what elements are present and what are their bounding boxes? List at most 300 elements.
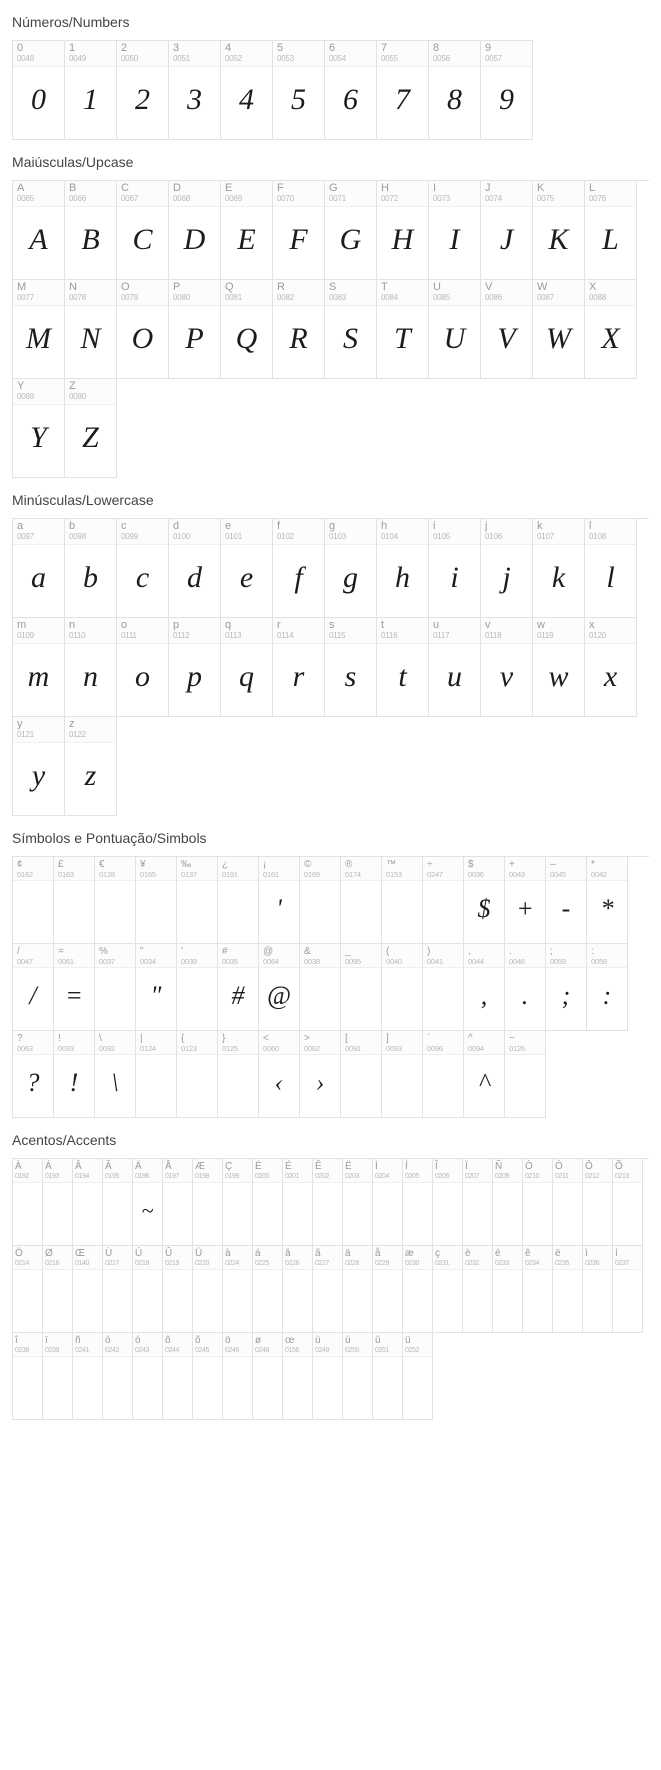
glyph-cell[interactable] <box>403 1159 433 1246</box>
glyph-cell-header <box>218 1031 258 1055</box>
glyph-preview: 1 <box>83 83 98 116</box>
glyph-cell[interactable] <box>13 519 65 618</box>
glyph-cell[interactable] <box>136 857 177 944</box>
glyph-cell[interactable] <box>587 857 628 944</box>
glyph-preview: * <box>600 894 614 923</box>
glyph-cell[interactable] <box>325 519 377 618</box>
glyph-cell[interactable] <box>65 379 117 478</box>
glyph-cell-header <box>169 41 220 67</box>
glyph-cell[interactable] <box>54 857 95 944</box>
glyph-char-label: ñ <box>75 1335 81 1346</box>
glyph-cell-header <box>403 1333 432 1357</box>
glyph-cell[interactable] <box>65 519 117 618</box>
glyph-char-code: 0236 <box>585 1260 599 1267</box>
glyph-char-label: H <box>381 182 389 194</box>
glyph-cell[interactable] <box>103 1246 133 1333</box>
glyph-cell[interactable] <box>481 280 533 379</box>
glyph-cell[interactable] <box>13 1246 43 1333</box>
glyph-preview: a <box>31 561 46 594</box>
glyph-cell[interactable] <box>177 857 218 944</box>
glyph-cell-header <box>481 41 532 67</box>
glyph-cell[interactable] <box>553 1159 583 1246</box>
glyph-cell[interactable] <box>117 618 169 717</box>
glyph-cell[interactable] <box>163 1333 193 1420</box>
glyph-cell[interactable] <box>481 181 533 280</box>
glyph-char-label: d <box>173 520 180 532</box>
glyph-preview <box>523 1183 552 1245</box>
glyph-char-label: T <box>381 281 388 293</box>
glyph-cell[interactable] <box>273 519 325 618</box>
glyph-cell[interactable] <box>533 519 585 618</box>
glyph-char-label: O <box>121 281 130 293</box>
glyph-cell-header <box>221 519 272 545</box>
glyph-cell[interactable] <box>95 857 136 944</box>
glyph-char-code: 0125 <box>222 1044 238 1053</box>
glyph-cell[interactable] <box>325 181 377 280</box>
glyph-cell[interactable] <box>117 280 169 379</box>
glyph-cell-header <box>505 944 545 968</box>
glyph-char-code: 0140 <box>75 1260 89 1267</box>
glyph-cell[interactable] <box>373 1159 403 1246</box>
glyph-cell[interactable] <box>13 1333 43 1420</box>
glyph-cell[interactable] <box>221 519 273 618</box>
glyph-cell-header <box>193 1159 222 1183</box>
glyph-char-label: â <box>285 1248 291 1259</box>
glyph-cell-header <box>13 857 53 881</box>
glyph-preview <box>163 1183 192 1245</box>
glyph-char-code: 0121 <box>17 730 34 739</box>
glyph-cell[interactable] <box>325 280 377 379</box>
glyph-preview <box>283 1183 312 1245</box>
glyph-cell-header <box>221 618 272 644</box>
glyph-char-code: 0225 <box>255 1260 269 1267</box>
glyph-cell[interactable] <box>163 1246 193 1333</box>
glyph-preview: J <box>499 223 514 256</box>
glyph-cell[interactable] <box>103 1159 133 1246</box>
glyph-cell[interactable] <box>423 857 464 944</box>
glyph-char-code: 0050 <box>121 54 138 63</box>
glyph-cell[interactable] <box>218 944 259 1031</box>
glyph-cell[interactable] <box>464 1031 505 1118</box>
glyph-cell[interactable] <box>169 618 221 717</box>
glyph-char-label: _ <box>345 946 351 957</box>
glyph-char-label: J <box>485 182 491 194</box>
glyph-cell-header <box>493 1159 522 1183</box>
glyph-cell[interactable] <box>13 41 65 140</box>
glyph-cell[interactable] <box>533 280 585 379</box>
glyph-cell[interactable] <box>382 944 423 1031</box>
glyph-cell[interactable] <box>43 1246 73 1333</box>
glyph-char-code: 0249 <box>315 1347 329 1354</box>
glyph-char-label: Ê <box>315 1161 322 1172</box>
glyph-preview <box>253 1183 282 1245</box>
glyph-char-code: 0104 <box>381 532 398 541</box>
glyph-preview <box>382 1055 422 1117</box>
glyph-cell[interactable] <box>533 618 585 717</box>
glyph-cell[interactable] <box>13 857 54 944</box>
glyph-cell[interactable] <box>221 280 273 379</box>
glyph-char-code: 0089 <box>17 392 34 401</box>
glyph-cell[interactable] <box>221 41 273 140</box>
section-upcase <box>0 140 661 478</box>
glyph-char-code: 0103 <box>329 532 346 541</box>
glyph-cell[interactable] <box>65 717 117 816</box>
glyph-cell[interactable] <box>463 1159 493 1246</box>
glyph-char-label: Å <box>165 1161 172 1172</box>
glyph-char-code: 0250 <box>345 1347 359 1354</box>
glyph-char-code: 0059 <box>550 957 566 966</box>
glyph-cell[interactable] <box>423 944 464 1031</box>
glyph-char-code: 0042 <box>591 870 607 879</box>
glyph-cell[interactable] <box>54 944 95 1031</box>
glyph-cell[interactable] <box>585 519 637 618</box>
glyph-cell[interactable] <box>377 618 429 717</box>
glyph-char-code: 0242 <box>105 1347 119 1354</box>
glyph-char-label: } <box>222 1033 226 1044</box>
glyph-preview <box>341 1055 381 1117</box>
glyph-cell[interactable] <box>133 1159 163 1246</box>
glyph-cell[interactable] <box>341 944 382 1031</box>
glyph-cell[interactable] <box>585 280 637 379</box>
glyph-cell[interactable] <box>313 1246 343 1333</box>
glyph-cell[interactable] <box>253 1333 283 1420</box>
glyph-cell-header <box>163 1246 192 1270</box>
glyph-preview <box>583 1183 612 1245</box>
glyph-cell-header <box>373 1246 402 1270</box>
glyph-cell[interactable] <box>300 857 341 944</box>
glyph-cell[interactable] <box>283 1246 313 1333</box>
glyph-cell[interactable] <box>13 1159 43 1246</box>
glyph-char-code: 0229 <box>375 1260 389 1267</box>
glyph-char-label: 7 <box>381 42 388 54</box>
glyph-cell[interactable] <box>429 519 481 618</box>
glyph-cell[interactable] <box>133 1333 163 1420</box>
glyph-cell[interactable] <box>373 1333 403 1420</box>
glyph-cell[interactable] <box>505 857 546 944</box>
glyph-cell[interactable] <box>300 1031 341 1118</box>
glyph-preview <box>523 1270 552 1332</box>
glyph-char-label: P <box>173 281 181 293</box>
glyph-char-code: 0061 <box>58 957 74 966</box>
glyph-cell-header <box>43 1246 72 1270</box>
glyph-cell[interactable] <box>377 181 429 280</box>
glyph-preview <box>136 881 176 943</box>
glyph-char-label: ™ <box>386 859 396 870</box>
glyph-char-code: 0036 <box>468 870 484 879</box>
glyph-cell[interactable] <box>43 1333 73 1420</box>
glyph-cell[interactable] <box>65 181 117 280</box>
glyph-char-code: 0111 <box>121 631 137 640</box>
glyph-cell[interactable] <box>377 519 429 618</box>
glyph-cell[interactable] <box>313 1333 343 1420</box>
glyph-char-label: i <box>433 520 436 532</box>
glyph-cell-header <box>300 944 340 968</box>
glyph-cell[interactable] <box>583 1159 613 1246</box>
glyph-char-label: L <box>589 182 596 194</box>
glyph-cell[interactable] <box>13 379 65 478</box>
glyph-cell[interactable] <box>325 618 377 717</box>
glyph-cell-header <box>259 1031 299 1055</box>
glyph-preview <box>403 1183 432 1245</box>
glyph-cell[interactable] <box>481 41 533 140</box>
glyph-cell[interactable] <box>169 181 221 280</box>
glyph-char-code: 0137 <box>181 870 197 879</box>
glyph-cell[interactable] <box>429 280 481 379</box>
glyph-cell[interactable] <box>481 519 533 618</box>
glyph-char-label: f <box>277 520 281 532</box>
glyph-cell-header <box>583 1246 612 1270</box>
glyph-cell-header <box>54 1031 94 1055</box>
glyph-cell-header <box>533 519 584 545</box>
glyph-char-code: 0040 <box>386 957 402 966</box>
glyph-cell[interactable] <box>463 1246 493 1333</box>
glyph-cell[interactable] <box>613 1159 643 1246</box>
glyph-cell[interactable] <box>546 944 587 1031</box>
glyph-char-label: Ã <box>105 1161 112 1172</box>
glyph-cell[interactable] <box>103 1333 133 1420</box>
glyph-cell[interactable] <box>481 618 533 717</box>
glyph-cell[interactable] <box>423 1031 464 1118</box>
glyph-cell[interactable] <box>585 618 637 717</box>
glyph-char-label: M <box>17 281 27 293</box>
glyph-cell[interactable] <box>433 1159 463 1246</box>
glyph-cell[interactable] <box>13 717 65 816</box>
glyph-cell-header <box>587 944 627 968</box>
glyph-cell[interactable] <box>403 1333 433 1420</box>
glyph-preview: K <box>548 223 569 256</box>
glyph-char-code: 0206 <box>435 1173 449 1180</box>
glyph-cell-header <box>103 1333 132 1357</box>
glyph-cell[interactable] <box>218 857 259 944</box>
glyph-char-code: 0081 <box>225 293 242 302</box>
glyph-cell[interactable] <box>65 618 117 717</box>
glyph-preview <box>218 1055 258 1117</box>
glyph-cell[interactable] <box>273 280 325 379</box>
glyph-cell[interactable] <box>169 41 221 140</box>
glyph-preview <box>553 1183 582 1245</box>
glyph-cell-header <box>583 1159 612 1183</box>
glyph-char-label: ? <box>17 1033 23 1044</box>
glyph-cell[interactable] <box>433 1246 463 1333</box>
glyph-cell[interactable] <box>136 1031 177 1118</box>
glyph-cell-header <box>481 280 532 306</box>
glyph-preview <box>493 1270 522 1332</box>
glyph-cell[interactable] <box>464 857 505 944</box>
glyph-preview <box>423 1055 463 1117</box>
glyph-cell-header <box>463 1246 492 1270</box>
glyph-preview: G <box>339 223 362 256</box>
glyph-cell[interactable] <box>429 618 481 717</box>
glyph-cell-header <box>382 944 422 968</box>
section-symbols <box>0 816 661 1118</box>
glyph-cell[interactable] <box>13 618 65 717</box>
glyph-cell[interactable] <box>218 1031 259 1118</box>
glyph-cell[interactable] <box>221 618 273 717</box>
glyph-cell[interactable] <box>193 1246 223 1333</box>
glyph-cell[interactable] <box>223 1159 253 1246</box>
glyph-cell-header <box>283 1333 312 1357</box>
glyph-cell[interactable] <box>523 1246 553 1333</box>
glyph-cell[interactable] <box>283 1159 313 1246</box>
glyph-cell[interactable] <box>177 1031 218 1118</box>
glyph-preview <box>223 1270 252 1332</box>
glyph-char-label: ç <box>435 1248 440 1259</box>
glyph-cell[interactable] <box>505 944 546 1031</box>
glyph-char-code: 0219 <box>165 1260 179 1267</box>
glyph-cell[interactable] <box>300 944 341 1031</box>
glyph-cell[interactable] <box>163 1159 193 1246</box>
glyph-char-label: ( <box>386 946 390 957</box>
glyph-cell[interactable] <box>259 1031 300 1118</box>
glyph-char-code: 0245 <box>195 1347 209 1354</box>
glyph-cell-header <box>429 519 480 545</box>
glyph-preview: ~ <box>141 1198 154 1223</box>
glyph-cell[interactable] <box>177 944 218 1031</box>
glyph-cell[interactable] <box>273 618 325 717</box>
glyph-char-code: 0220 <box>195 1260 209 1267</box>
glyph-cell[interactable] <box>583 1246 613 1333</box>
glyph-char-code: 0107 <box>537 532 554 541</box>
glyph-cell-header <box>463 1159 492 1183</box>
glyph-char-label: å <box>375 1248 381 1259</box>
glyph-cell-header <box>464 944 504 968</box>
glyph-cell[interactable] <box>273 181 325 280</box>
glyph-cell-header <box>373 1159 402 1183</box>
glyph-char-code: 0041 <box>427 957 443 966</box>
glyph-cell[interactable] <box>13 1031 54 1118</box>
glyph-char-label: 6 <box>329 42 336 54</box>
glyph-char-label: è <box>465 1248 471 1259</box>
glyph-cell[interactable] <box>43 1159 73 1246</box>
glyph-cell[interactable] <box>117 181 169 280</box>
glyph-cell[interactable] <box>403 1246 433 1333</box>
glyph-cell[interactable] <box>193 1333 223 1420</box>
glyph-cell[interactable] <box>259 944 300 1031</box>
glyph-char-label: £ <box>58 859 64 870</box>
glyph-cell[interactable] <box>341 1031 382 1118</box>
glyph-cell-header <box>221 41 272 67</box>
glyph-cell[interactable] <box>193 1159 223 1246</box>
glyph-cell[interactable] <box>13 280 65 379</box>
glyph-cell[interactable] <box>343 1159 373 1246</box>
glyph-cell[interactable] <box>377 41 429 140</box>
glyph-cell[interactable] <box>253 1159 283 1246</box>
glyph-cell[interactable] <box>343 1333 373 1420</box>
glyph-cell[interactable] <box>253 1246 283 1333</box>
glyph-cell-header <box>193 1246 222 1270</box>
glyph-cell[interactable] <box>343 1246 373 1333</box>
glyph-cell[interactable] <box>136 944 177 1031</box>
glyph-cell-header <box>325 280 376 306</box>
glyph-cell[interactable] <box>54 1031 95 1118</box>
glyph-char-label: t <box>381 619 385 631</box>
glyph-cell[interactable] <box>169 519 221 618</box>
glyph-cell[interactable] <box>221 181 273 280</box>
glyph-char-code: 0126 <box>509 1044 525 1053</box>
glyph-cell[interactable] <box>325 41 377 140</box>
glyph-cell[interactable] <box>464 944 505 1031</box>
glyph-cell[interactable] <box>95 944 136 1031</box>
glyph-cell[interactable] <box>429 41 481 140</box>
glyph-preview <box>73 1270 102 1332</box>
glyph-cell[interactable] <box>273 41 325 140</box>
glyph-cell[interactable] <box>223 1246 253 1333</box>
glyph-cell-header <box>273 280 324 306</box>
glyph-preview: ? <box>26 1068 40 1097</box>
glyph-cell[interactable] <box>585 181 637 280</box>
glyph-cell[interactable] <box>117 519 169 618</box>
glyph-cell[interactable] <box>95 1031 136 1118</box>
glyph-char-code: 0156 <box>285 1347 299 1354</box>
glyph-grid <box>12 1158 649 1420</box>
glyph-preview: \ <box>111 1068 119 1097</box>
glyph-cell-header <box>481 618 532 644</box>
glyph-cell[interactable] <box>613 1246 643 1333</box>
glyph-char-label: { <box>181 1033 185 1044</box>
glyph-char-code: 0246 <box>225 1347 239 1354</box>
glyph-cell[interactable] <box>546 857 587 944</box>
glyph-cell[interactable] <box>523 1159 553 1246</box>
glyph-cell[interactable] <box>73 1246 103 1333</box>
glyph-cell[interactable] <box>73 1159 103 1246</box>
glyph-cell[interactable] <box>313 1159 343 1246</box>
glyph-cell[interactable] <box>73 1333 103 1420</box>
glyph-char-code: 0216 <box>45 1260 59 1267</box>
glyph-char-label: Ñ <box>495 1161 503 1172</box>
glyph-preview: 9 <box>499 83 514 116</box>
glyph-cell[interactable] <box>377 280 429 379</box>
glyph-cell[interactable] <box>65 280 117 379</box>
glyph-preview: z <box>84 759 97 792</box>
glyph-cell[interactable] <box>493 1246 523 1333</box>
glyph-cell-header <box>13 618 64 644</box>
glyph-char-label: Í <box>405 1161 408 1172</box>
glyph-preview: k <box>551 561 566 594</box>
glyph-cell[interactable] <box>382 857 423 944</box>
glyph-cell[interactable] <box>117 41 169 140</box>
glyph-cell[interactable] <box>13 181 65 280</box>
glyph-cell[interactable] <box>493 1159 523 1246</box>
glyph-preview <box>313 1183 342 1245</box>
glyph-cell[interactable] <box>587 944 628 1031</box>
glyph-cell[interactable] <box>13 944 54 1031</box>
glyph-cell[interactable] <box>283 1333 313 1420</box>
glyph-cell[interactable] <box>429 181 481 280</box>
glyph-char-label: ô <box>165 1335 171 1346</box>
glyph-cell[interactable] <box>382 1031 423 1118</box>
glyph-cell[interactable] <box>65 41 117 140</box>
glyph-cell-header <box>253 1333 282 1357</box>
glyph-char-label: p <box>173 619 180 631</box>
glyph-cell[interactable] <box>553 1246 583 1333</box>
glyph-char-code: 0087 <box>537 293 554 302</box>
glyph-cell[interactable] <box>133 1246 163 1333</box>
glyph-char-code: 0093 <box>386 1044 402 1053</box>
glyph-char-code: 0128 <box>99 870 115 879</box>
glyph-char-label: U <box>433 281 441 293</box>
glyph-cell[interactable] <box>533 181 585 280</box>
glyph-preview <box>73 1357 102 1419</box>
section-title: Acentos/Accents <box>12 1132 117 1148</box>
glyph-cell[interactable] <box>373 1246 403 1333</box>
glyph-preview: Q <box>235 322 258 355</box>
glyph-cell[interactable] <box>223 1333 253 1420</box>
glyph-cell[interactable] <box>341 857 382 944</box>
glyph-cell-header <box>481 519 532 545</box>
glyph-cell[interactable] <box>169 280 221 379</box>
glyph-cell[interactable] <box>505 1031 546 1118</box>
glyph-cell[interactable] <box>259 857 300 944</box>
